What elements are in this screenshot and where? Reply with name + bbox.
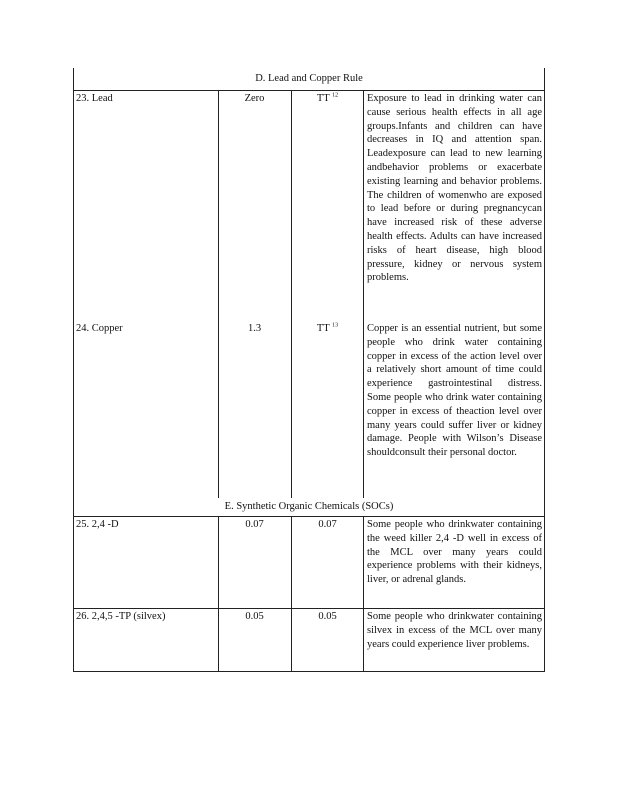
mcl-value: 0.07 [318,519,337,530]
mcl-text: TT [316,93,330,104]
table-row [73,608,545,672]
mclg-value: Zero [244,93,265,104]
footnote-ref: 12 [332,92,339,99]
section-heading-lead-copper [73,68,545,90]
mcl-value [291,320,364,498]
section-title: D. Lead and Copper Rule [255,73,363,84]
health-effects: Some people who drinkwater containing silvex in excess of the MCL over many years could experience liver problems. [367,611,542,650]
mclg-value: 0.07 [245,519,264,530]
contaminant-table [73,68,545,672]
mcl-value [291,90,364,320]
mclg-value: 1.3 [247,323,262,334]
mcl-text: TT [316,323,330,334]
table-row [73,516,545,608]
section-title: E. Synthetic Organic Chemicals (SOCs) [224,501,394,512]
table-row [73,90,545,320]
row-block [73,516,545,608]
row-block [73,608,545,672]
footnote-ref: 13 [332,322,339,329]
contaminant-name: 23. Lead [76,93,113,104]
contaminant-name: 25. 2,4 -D [76,519,119,530]
mcl-value: 0.05 [318,611,337,622]
health-effects: Exposure to lead in drinking water can cause serious health effects in all age groups.Infants and children can have decreases in IQ and attention span. Leadexposure can lead to new learning andbehavior problems or exacerbate existing learning and behavior problems. The children of womenwho are exposed to lead before or during pregnancycan have increased risk of these adverse health effects. Adults can have increased risks of heart disease, high blood pressure, kidney or nervous system problems. [367,93,542,284]
table-row [73,320,545,498]
contaminant-name: 26. 2,4,5 -TP (silvex) [76,611,166,622]
section-heading-socs [73,498,545,516]
health-effects: Copper is an essential nutrient, but some people who drink water containing copper in excess of the action level over a relatively short amount of time could experience gastrointestinal distress. Some people who drink water containing copper in excess of theaction level over many years could suffer liver or kidney damage. People with Wilson’s Disease shouldconsult their personal doctor. [367,323,542,459]
mclg-value: 0.05 [245,611,264,622]
contaminant-name: 24. Copper [76,323,123,334]
health-effects: Some people who drinkwater containing the weed killer 2,4 -D well in excess of the MCL over many years could experience problems with their kidneys, liver, or adrenal glands. [367,519,542,586]
lead-copper-block [73,90,545,498]
